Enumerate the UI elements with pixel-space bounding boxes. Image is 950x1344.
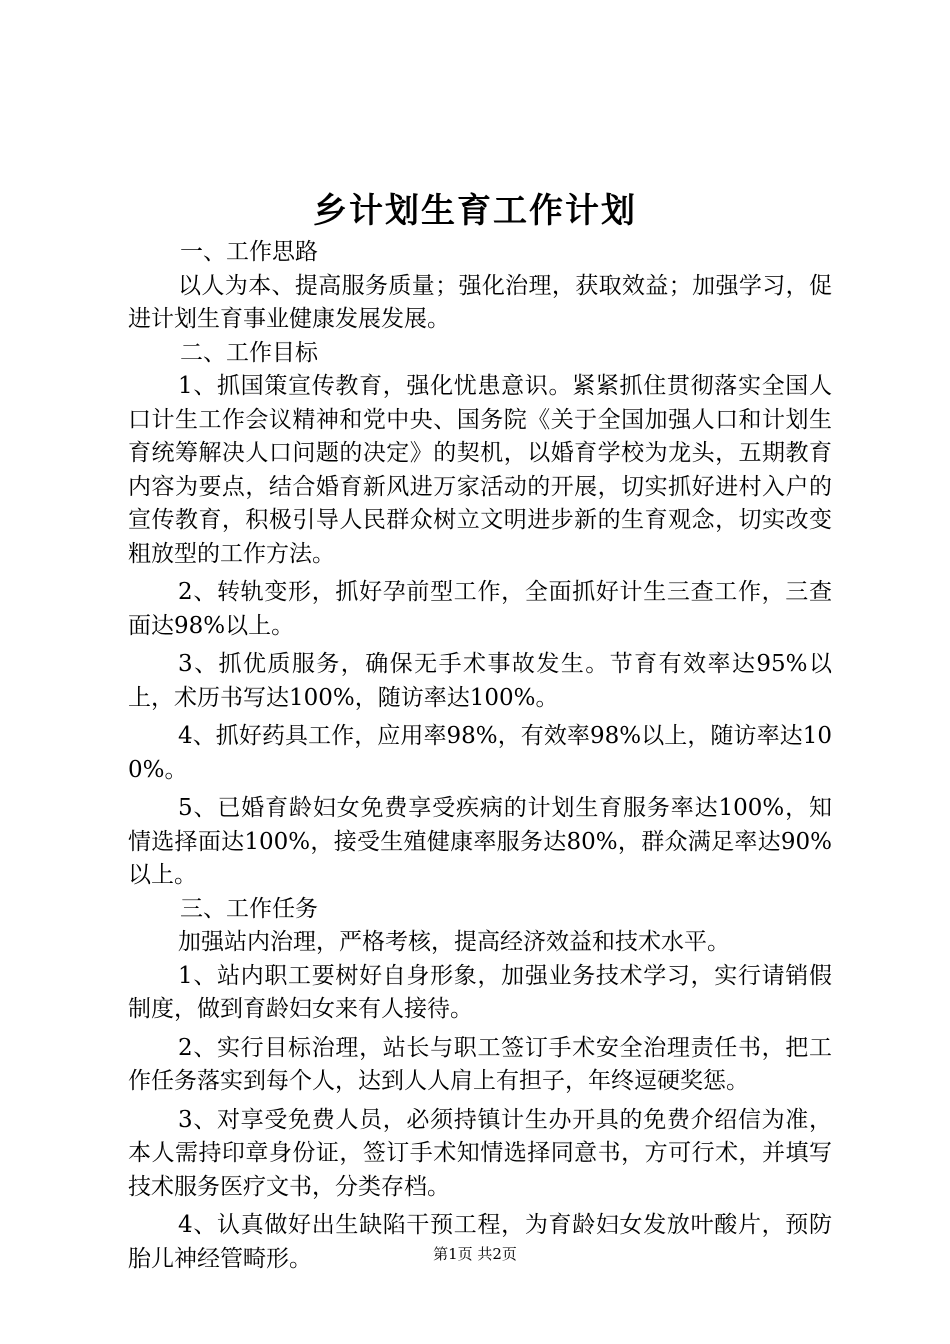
paragraph: 1、站内职工要树好自身形象，加强业务技术学习，实行请销假制度，做到育龄妇女来有人接待。 bbox=[128, 962, 832, 1022]
paragraph: 1、抓国策宣传教育，强化忧患意识。紧紧抓住贯彻落实全国人口计生工作会议精神和党中央、国务院《关于全国加强人口和计划生育统筹解决人口问题的决定》的契机，以婚育学校为龙头，五期教育内容为要点，结合婚育新风进万家活动的开展，切实抓好进村入户的宣传教育，积极引导人民群众树立文明进步新的生育观念，切实改变粗放型的工作方法。 bbox=[128, 373, 832, 567]
paragraph: 以人为本、提高服务质量；强化治理，获取效益；加强学习，促进计划生育事业健康发展发展。 bbox=[128, 272, 832, 332]
paragraph: 2、转轨变形，抓好孕前型工作，全面抓好计生三查工作，三查面达98%以上。 bbox=[128, 579, 832, 639]
document-body bbox=[128, 236, 832, 1276]
section-heading: 二、工作目标 bbox=[180, 339, 318, 366]
paragraph: 3、抓优质服务，确保无手术事故发生。节育有效率达95%以上，术历书写达100%，随访率达100%。 bbox=[128, 651, 832, 711]
paragraph: 5、已婚育龄妇女免费享受疾病的计划生育服务率达100%，知情选择面达100%，接受生殖健康率服务达80%，群众满足率达90%以上。 bbox=[128, 795, 832, 888]
section-heading: 三、工作任务 bbox=[180, 895, 318, 922]
paragraph: 3、对享受免费人员，必须持镇计生办开具的免费介绍信为准，本人需持印章身份证，签订手术知情选择同意书，方可行术，并填写技术服务医疗文书，分类存档。 bbox=[128, 1106, 832, 1200]
paragraph: 4、认真做好出生缺陷干预工程，为育龄妇女发放叶酸片，预防胎儿神经管畸形。 bbox=[128, 1212, 832, 1272]
paragraph: 加强站内治理，严格考核，提高经济效益和技术水平。 bbox=[178, 929, 730, 955]
page-footer: 第1页 共2页 bbox=[433, 1245, 517, 1263]
paragraph: 2、实行目标治理，站长与职工签订手术安全治理责任书，把工作任务落实到每个人，达到人人肩上有担子，年终逗硬奖惩。 bbox=[128, 1034, 832, 1094]
document-title: 乡计划生育工作计划 bbox=[313, 191, 637, 231]
paragraph: 4、抓好药具工作，应用率98%，有效率98%以上，随访率达100%。 bbox=[128, 723, 832, 783]
section-heading: 一、工作思路 bbox=[180, 239, 318, 265]
